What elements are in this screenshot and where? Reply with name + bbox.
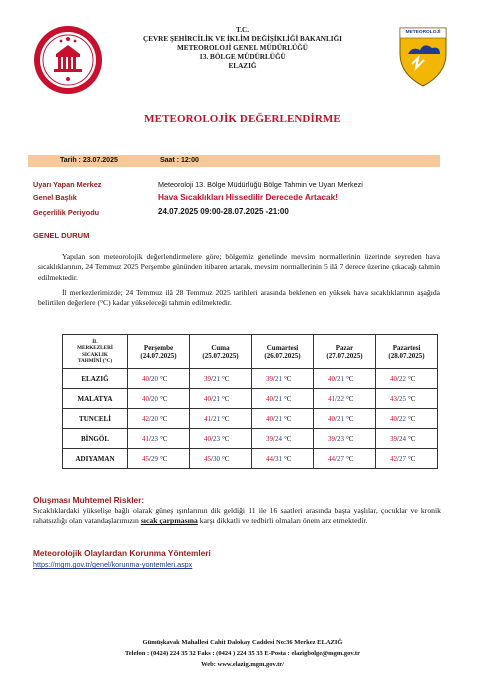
- temp-unit: °C: [221, 414, 230, 423]
- table-header-row: [63, 335, 438, 369]
- general-paragraph-2: İl merkezlerimizde; 24 Temmuz ilâ 28 Temmuz 2025 tarihleri arasında beklenen en yüksek hava sıcaklıklarının aşağıda belirtilen değerlere (°C) kadar yükseleceği tahmin edilmektedir.: [38, 288, 440, 308]
- temp-cell: [376, 429, 438, 449]
- risks-text: Sıcaklıklardaki yükselişe bağlı olarak güneş ışınlarının dik geldiği 11 ile 16 saatleri arasında başta yaşlılar, çocuklar ve kronik rahatsızlığı olan vatandaşlarımızın: [33, 506, 441, 526]
- corner-line: İL: [92, 338, 98, 345]
- report-time: Saat : 12:00: [160, 157, 199, 164]
- temp-separator: /: [149, 454, 151, 463]
- temp-high: 40: [390, 414, 397, 423]
- temp-separator: /: [273, 414, 275, 423]
- temp-low: 27: [398, 454, 406, 463]
- temp-high: 39: [328, 434, 335, 443]
- temp-low: 20: [150, 414, 158, 423]
- temp-separator: /: [335, 454, 337, 463]
- temp-separator: /: [149, 394, 151, 403]
- temp-low: 22: [336, 394, 344, 403]
- temp-high: 39: [266, 374, 273, 383]
- meta-label-period: Geçerlilik Periyodu: [33, 208, 100, 217]
- day-header: [128, 335, 190, 369]
- meteorology-shield-icon: [398, 24, 448, 88]
- temp-unit: °C: [345, 434, 354, 443]
- temp-high: 40: [328, 374, 335, 383]
- temp-unit: °C: [345, 414, 354, 423]
- temp-separator: /: [273, 394, 275, 403]
- temp-unit: °C: [283, 414, 292, 423]
- temp-low: 22: [398, 414, 406, 423]
- city-name: ADIYAMAN: [63, 449, 128, 469]
- report-date: Tarih : 23.07.2025: [60, 157, 118, 164]
- temp-low: 23: [150, 434, 158, 443]
- temp-cell: [190, 369, 252, 389]
- temp-unit: °C: [283, 434, 292, 443]
- temp-separator: /: [211, 414, 213, 423]
- day-name: Pazar: [335, 343, 354, 352]
- temp-separator: /: [397, 374, 399, 383]
- temp-high: 39: [390, 434, 397, 443]
- temp-low: 21: [336, 414, 344, 423]
- temp-separator: /: [335, 414, 337, 423]
- temp-separator: /: [397, 394, 399, 403]
- temp-high: 40: [142, 394, 149, 403]
- temp-unit: °C: [221, 374, 230, 383]
- temp-high: 40: [204, 434, 211, 443]
- day-name: Perşembe: [143, 343, 174, 352]
- table-row: [63, 409, 438, 429]
- temp-high: 40: [390, 374, 397, 383]
- day-header: [252, 335, 314, 369]
- temp-separator: /: [149, 434, 151, 443]
- temp-cell: [376, 409, 438, 429]
- risks-text: karşı dikkatli ve tedbirli olmaları önem arz etmektedir.: [197, 516, 368, 526]
- temp-unit: °C: [221, 434, 230, 443]
- temp-unit: °C: [345, 374, 354, 383]
- temp-unit: °C: [159, 454, 168, 463]
- temp-low: 23: [336, 434, 344, 443]
- temp-separator: /: [335, 394, 337, 403]
- day-name: Pazartesi: [392, 343, 421, 352]
- temp-unit: °C: [283, 394, 292, 403]
- day-header: [376, 335, 438, 369]
- temp-high: 39: [204, 374, 211, 383]
- risks-heading: Oluşması Muhtemel Riskler:: [33, 495, 145, 505]
- logo-text: METEOROLOJİ: [405, 30, 441, 35]
- temp-unit: °C: [345, 454, 354, 463]
- temp-unit: °C: [407, 374, 416, 383]
- footer-web: Web: www.elazig.mgm.gov.tr/: [201, 661, 284, 668]
- temp-unit: °C: [159, 434, 168, 443]
- temp-cell: [128, 389, 190, 409]
- city-name: BİNGÖL: [63, 429, 128, 449]
- temp-cell: [190, 449, 252, 469]
- meta-value-title: Hava Sıcaklıkları Hissedilir Derecede Artacak!: [158, 192, 339, 202]
- header-city: ELAZIĞ: [228, 62, 257, 70]
- temp-unit: °C: [283, 374, 292, 383]
- temp-unit: °C: [159, 374, 168, 383]
- meta-value-center: Meteoroloji 13. Bölge Müdürlüğü Bölge Tahmin ve Uyarı Merkezi: [158, 180, 363, 189]
- meta-label-title: Genel Başlık: [33, 193, 77, 202]
- day-date: (26.07.2025): [264, 351, 301, 360]
- risks-highlight: sıcak çarpmasına: [140, 516, 198, 526]
- temp-high: 43: [390, 394, 397, 403]
- protection-link[interactable]: https://mgm.gov.tr/genel/korunma-yontemleri.aspx: [33, 560, 193, 569]
- temp-unit: °C: [407, 454, 416, 463]
- temp-unit: °C: [159, 394, 168, 403]
- temp-low: 29: [150, 454, 158, 463]
- temp-cell: [128, 409, 190, 429]
- temp-cell: [252, 389, 314, 409]
- day-name: Cuma: [211, 343, 230, 352]
- corner-line: MERKEZLERİ: [77, 345, 113, 352]
- corner-line: SICAKLIK: [82, 351, 108, 358]
- day-header: [314, 335, 376, 369]
- table-row: [63, 369, 438, 389]
- temp-unit: °C: [407, 414, 416, 423]
- day-date: (28.07.2025): [388, 351, 425, 360]
- day-header: [190, 335, 252, 369]
- temp-unit: °C: [221, 454, 230, 463]
- page-title: METEOROLOJİK DEĞERLENDİRME: [144, 113, 341, 125]
- city-name: TUNCELİ: [63, 409, 128, 429]
- temp-low: 21: [274, 374, 282, 383]
- temp-low: 21: [212, 394, 220, 403]
- temp-high: 45: [142, 454, 149, 463]
- temp-separator: /: [211, 394, 213, 403]
- temp-separator: /: [397, 454, 399, 463]
- temp-high: 42: [390, 454, 397, 463]
- temp-cell: [252, 429, 314, 449]
- temp-cell: [252, 409, 314, 429]
- header-directorate: METEOROLOJİ GENEL MÜDÜRLÜĞÜ: [177, 44, 308, 52]
- temp-cell: [314, 389, 376, 409]
- temp-cell: [190, 389, 252, 409]
- temp-high: 40: [204, 394, 211, 403]
- temp-unit: °C: [345, 394, 354, 403]
- general-paragraph-1: Yapılan son meteorolojik değerlendirmelere göre; bölgemiz genelinde mevsim normallerinin üzerinde seyreden hava sıcaklıklarının, 24 Temmuz 2025 Perşembe gününden itibaren artarak, mevsim normallerinin 5 ilâ 7 derece üzerine çıkacağı tahmin edilmektedir.: [38, 252, 440, 282]
- temp-cell: [128, 369, 190, 389]
- day-date: (27.07.2025): [326, 351, 363, 360]
- temp-low: 27: [336, 454, 344, 463]
- temp-separator: /: [211, 454, 213, 463]
- day-date: (24.07.2025): [140, 351, 177, 360]
- temp-low: 20: [150, 374, 158, 383]
- temp-cell: [190, 409, 252, 429]
- temp-separator: /: [397, 434, 399, 443]
- temp-cell: [314, 449, 376, 469]
- temp-low: 24: [398, 434, 406, 443]
- temp-high: 39: [266, 434, 273, 443]
- temp-low: 21: [274, 414, 282, 423]
- temp-separator: /: [149, 414, 151, 423]
- header-ministry: ÇEVRE ŞEHİRCİLİK VE İKLİM DEĞİŞİKLİĞİ BAKANLIĞI: [143, 35, 342, 43]
- temp-low: 25: [398, 394, 406, 403]
- date-band: [28, 155, 440, 167]
- day-date: (25.07.2025): [202, 351, 239, 360]
- temp-separator: /: [149, 374, 151, 383]
- temp-cell: [128, 449, 190, 469]
- city-name: MALATYA: [63, 389, 128, 409]
- temp-high: 44: [266, 454, 273, 463]
- header-line-tc: T.C.: [235, 26, 250, 34]
- temp-high: 40: [142, 374, 149, 383]
- temp-unit: °C: [407, 434, 416, 443]
- risks-paragraph: [33, 506, 441, 527]
- temp-low: 22: [398, 374, 406, 383]
- temp-low: 21: [336, 374, 344, 383]
- temp-high: 41: [204, 414, 211, 423]
- temp-low: 23: [212, 434, 220, 443]
- temp-high: 40: [328, 414, 335, 423]
- temp-cell: [252, 449, 314, 469]
- temp-unit: °C: [159, 414, 168, 423]
- temp-unit: °C: [283, 454, 292, 463]
- temperature-table: [62, 334, 438, 469]
- temp-high: 44: [328, 454, 335, 463]
- temp-low: 20: [150, 394, 158, 403]
- temp-low: 21: [212, 414, 220, 423]
- temp-separator: /: [273, 374, 275, 383]
- temp-high: 41: [142, 434, 149, 443]
- temp-low: 21: [212, 374, 220, 383]
- temp-separator: /: [335, 434, 337, 443]
- temp-cell: [376, 449, 438, 469]
- day-name: Cumartesi: [266, 343, 299, 352]
- footer-address: Gümüşkavak Mahallesi Cahit Dalokay Caddesi No:36 Merkez ELAZIĞ: [142, 639, 343, 646]
- temp-cell: [128, 429, 190, 449]
- temp-cell: [376, 369, 438, 389]
- table-row: [63, 449, 438, 469]
- protection-heading: Meteorolojik Olaylardan Korunma Yöntemleri: [33, 548, 211, 558]
- table-row: [63, 389, 438, 409]
- header-region: 13. BÖLGE MÜDÜRLÜĞÜ: [199, 53, 286, 61]
- temp-low: 30: [212, 454, 220, 463]
- table-corner: [63, 335, 128, 369]
- temp-cell: [314, 429, 376, 449]
- meta-label-center: Uyarı Yapan Merkez: [33, 180, 102, 189]
- temp-high: 41: [328, 394, 335, 403]
- table-row: [63, 429, 438, 449]
- temp-separator: /: [273, 454, 275, 463]
- temp-high: 40: [266, 414, 273, 423]
- temp-cell: [314, 409, 376, 429]
- corner-line: TAHMİNİ (°C): [77, 357, 113, 364]
- temp-high: 42: [142, 414, 149, 423]
- section-heading-general: GENEL DURUM: [33, 231, 90, 240]
- temp-cell: [252, 369, 314, 389]
- temp-high: 40: [266, 394, 273, 403]
- temp-low: 31: [274, 454, 282, 463]
- footer-contact: Telefon : (0424) 224 35 32 Faks : (0424 ) 224 35 33 E-Posta : elazigbolge@mgm.gov.tr: [125, 650, 360, 657]
- temp-separator: /: [211, 434, 213, 443]
- temp-unit: °C: [221, 394, 230, 403]
- city-name: ELAZIĞ: [63, 369, 128, 389]
- temp-unit: °C: [407, 394, 416, 403]
- temp-separator: /: [335, 374, 337, 383]
- temp-separator: /: [211, 374, 213, 383]
- temp-high: 45: [204, 454, 211, 463]
- meta-value-period: 24.07.2025 09:00-28.07.2025 -21:00: [158, 207, 289, 216]
- temp-cell: [190, 429, 252, 449]
- temp-low: 21: [274, 394, 282, 403]
- temp-separator: /: [273, 434, 275, 443]
- temp-low: 24: [274, 434, 282, 443]
- temp-cell: [376, 389, 438, 409]
- temp-separator: /: [397, 414, 399, 423]
- temp-cell: [314, 369, 376, 389]
